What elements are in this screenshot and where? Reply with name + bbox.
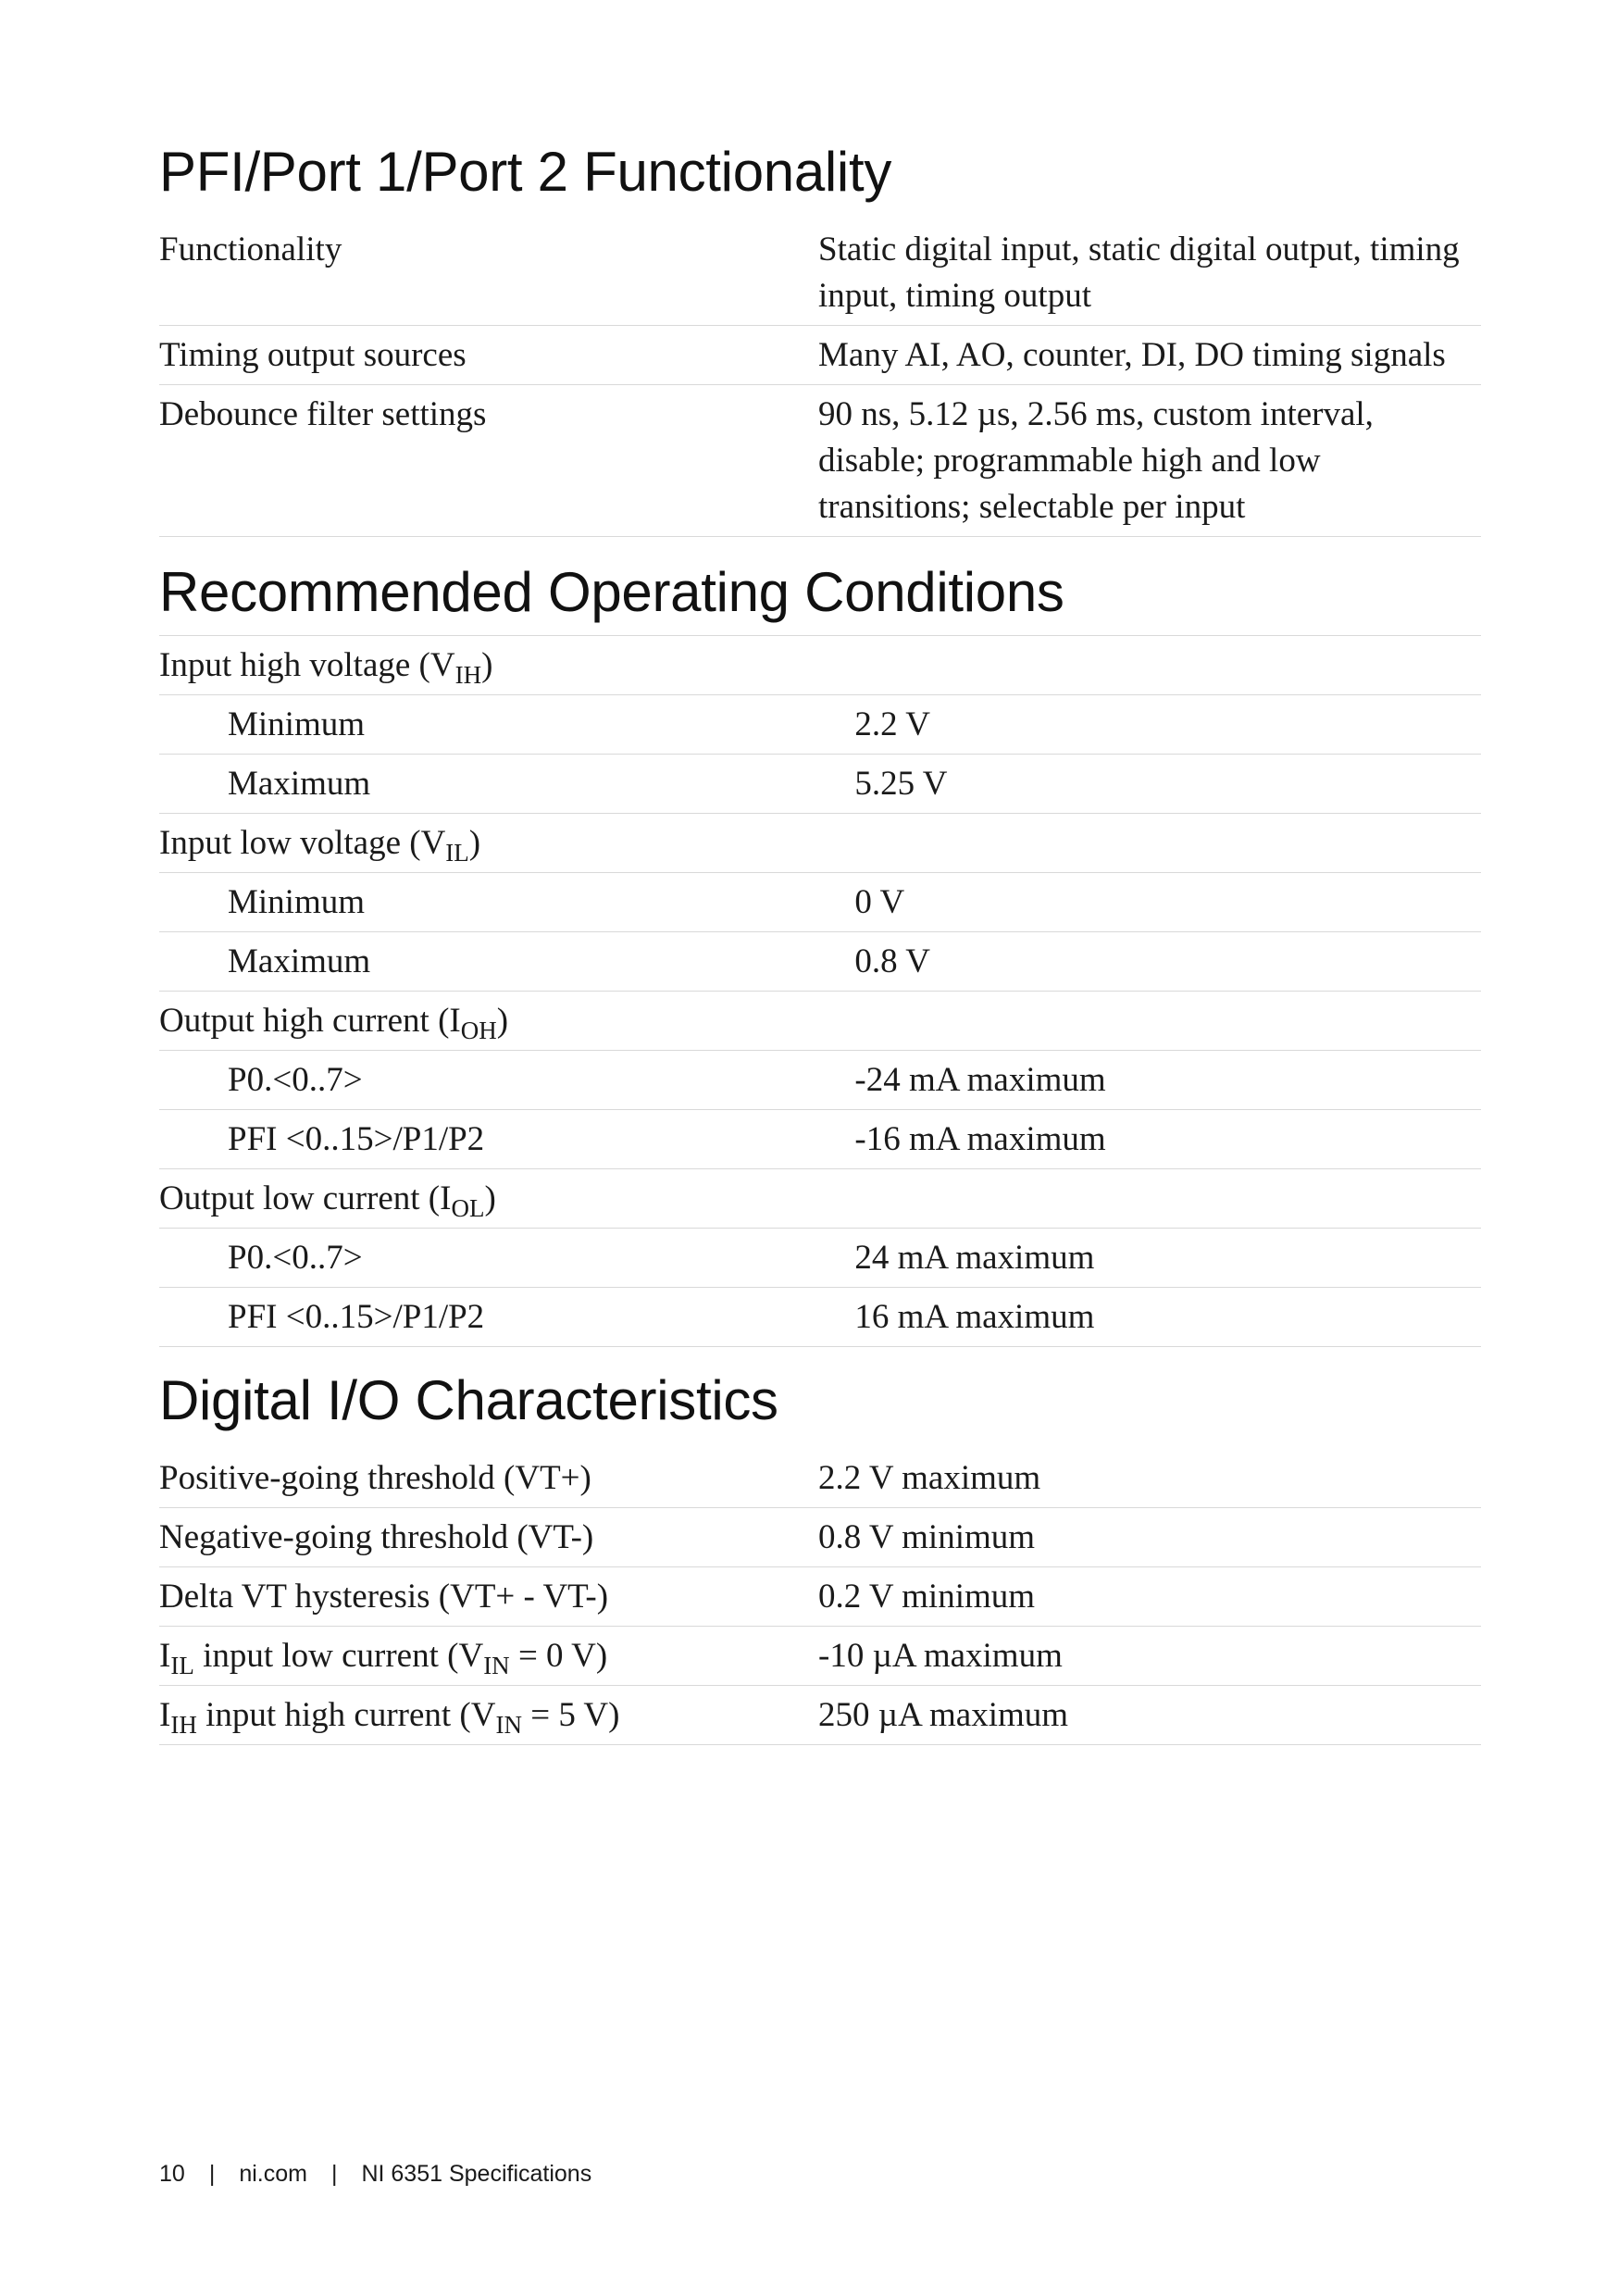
spec-label: Delta VT hysteresis (VT+ - VT-) xyxy=(159,1567,818,1627)
spec-label: Negative-going threshold (VT-) xyxy=(159,1508,818,1567)
spec-label: PFI <0..15>/P1/P2 xyxy=(159,1288,854,1347)
spec-label: Timing output sources xyxy=(159,326,818,385)
label-text: input low current (V xyxy=(193,1637,484,1675)
label-text: I xyxy=(159,1696,171,1734)
table-row xyxy=(159,1686,1481,1745)
spec-label: Positive-going threshold (VT+) xyxy=(159,1449,818,1508)
table-group-row xyxy=(159,992,1481,1051)
spec-value: 0 V xyxy=(854,873,1481,932)
table-row xyxy=(159,220,1481,326)
label-text: I xyxy=(159,1637,171,1675)
subscript: OH xyxy=(460,1017,497,1044)
table-row xyxy=(159,1288,1481,1347)
table-row xyxy=(159,1229,1481,1288)
table-row xyxy=(159,1110,1481,1169)
operating-conditions-table xyxy=(159,635,1481,1347)
section-title-pfi-functionality: PFI/Port 1/Port 2 Functionality xyxy=(159,141,892,203)
spec-value: -24 mA maximum xyxy=(854,1051,1481,1110)
label-text: = 5 V) xyxy=(521,1696,620,1734)
spec-value: 24 mA maximum xyxy=(854,1229,1481,1288)
table-group-row xyxy=(159,1169,1481,1229)
subscript: OL xyxy=(451,1194,485,1222)
spec-value: Many AI, AO, counter, DI, DO timing signals xyxy=(818,326,1481,385)
label-text: Input low voltage (V xyxy=(159,824,446,862)
subscript: IL xyxy=(445,839,469,867)
table-row xyxy=(159,873,1481,932)
spec-label: Maximum xyxy=(159,755,854,814)
spec-value: -10 µA maximum xyxy=(818,1627,1481,1686)
pfi-functionality-table xyxy=(159,220,1481,537)
spec-label: Minimum xyxy=(159,873,854,932)
spec-page xyxy=(159,0,1481,1745)
spec-value-empty xyxy=(854,992,1481,1051)
subscript: IH xyxy=(170,1711,197,1739)
page-footer xyxy=(159,2161,591,2188)
label-text: input high current (V xyxy=(196,1696,496,1734)
label-text: ) xyxy=(481,646,493,684)
footer-separator: | xyxy=(330,2161,338,2187)
spec-label-input-high-current xyxy=(159,1686,818,1745)
table-row xyxy=(159,1449,1481,1508)
spec-value: 90 ns, 5.12 µs, 2.56 ms, custom interval, disable; programmable high and low transitions; selectable per input xyxy=(818,385,1481,537)
table-row xyxy=(159,932,1481,992)
digital-io-characteristics-table xyxy=(159,1449,1481,1745)
label-text: Input high voltage (V xyxy=(159,646,455,684)
spec-value: 0.8 V minimum xyxy=(818,1508,1481,1567)
footer-separator: | xyxy=(208,2161,216,2187)
footer-link-site[interactable]: ni.com xyxy=(239,2161,307,2187)
label-text: ) xyxy=(468,824,481,862)
spec-value-empty xyxy=(854,636,1481,695)
label-text: Output high current (I xyxy=(159,1002,461,1040)
table-group-row xyxy=(159,636,1481,695)
spec-value: 0.8 V xyxy=(854,932,1481,992)
group-label-output-low-current xyxy=(159,1169,854,1229)
page-number: 10 xyxy=(159,2161,185,2187)
spec-value: 5.25 V xyxy=(854,755,1481,814)
footer-doc-title: NI 6351 Specifications xyxy=(361,2161,592,2187)
table-row xyxy=(159,1508,1481,1567)
spec-value: 2.2 V xyxy=(854,695,1481,755)
label-text: ) xyxy=(496,1002,509,1040)
table-row xyxy=(159,326,1481,385)
table-row xyxy=(159,385,1481,537)
spec-label: P0.<0..7> xyxy=(159,1051,854,1110)
spec-value-empty xyxy=(854,1169,1481,1229)
table-row xyxy=(159,695,1481,755)
subscript: IN xyxy=(483,1652,510,1679)
spec-label: Debounce filter settings xyxy=(159,385,818,537)
section-title-digital-io-characteristics: Digital I/O Characteristics xyxy=(159,1369,778,1431)
table-row xyxy=(159,1567,1481,1627)
label-text: = 0 V) xyxy=(509,1637,608,1675)
table-row xyxy=(159,755,1481,814)
label-text: ) xyxy=(484,1179,496,1217)
subscript: IH xyxy=(454,661,482,689)
label-text: Output low current (I xyxy=(159,1179,452,1217)
table-row xyxy=(159,1627,1481,1686)
table-group-row xyxy=(159,814,1481,873)
spec-value-empty xyxy=(854,814,1481,873)
spec-value: Static digital input, static digital output, timing input, timing output xyxy=(818,220,1481,326)
spec-label: P0.<0..7> xyxy=(159,1229,854,1288)
section-title-recommended-operating-conditions: Recommended Operating Conditions xyxy=(159,561,1064,623)
group-label-input-low-voltage xyxy=(159,814,854,873)
subscript: IL xyxy=(170,1652,194,1679)
spec-label-input-low-current xyxy=(159,1627,818,1686)
spec-value: 2.2 V maximum xyxy=(818,1449,1481,1508)
spec-label: Maximum xyxy=(159,932,854,992)
spec-label: PFI <0..15>/P1/P2 xyxy=(159,1110,854,1169)
group-label-output-high-current xyxy=(159,992,854,1051)
spec-value: -16 mA maximum xyxy=(854,1110,1481,1169)
spec-value: 250 µA maximum xyxy=(818,1686,1481,1745)
subscript: IN xyxy=(495,1711,522,1739)
table-row xyxy=(159,1051,1481,1110)
group-label-input-high-voltage xyxy=(159,636,854,695)
spec-value: 16 mA maximum xyxy=(854,1288,1481,1347)
spec-label: Functionality xyxy=(159,220,818,326)
spec-label: Minimum xyxy=(159,695,854,755)
spec-value: 0.2 V minimum xyxy=(818,1567,1481,1627)
